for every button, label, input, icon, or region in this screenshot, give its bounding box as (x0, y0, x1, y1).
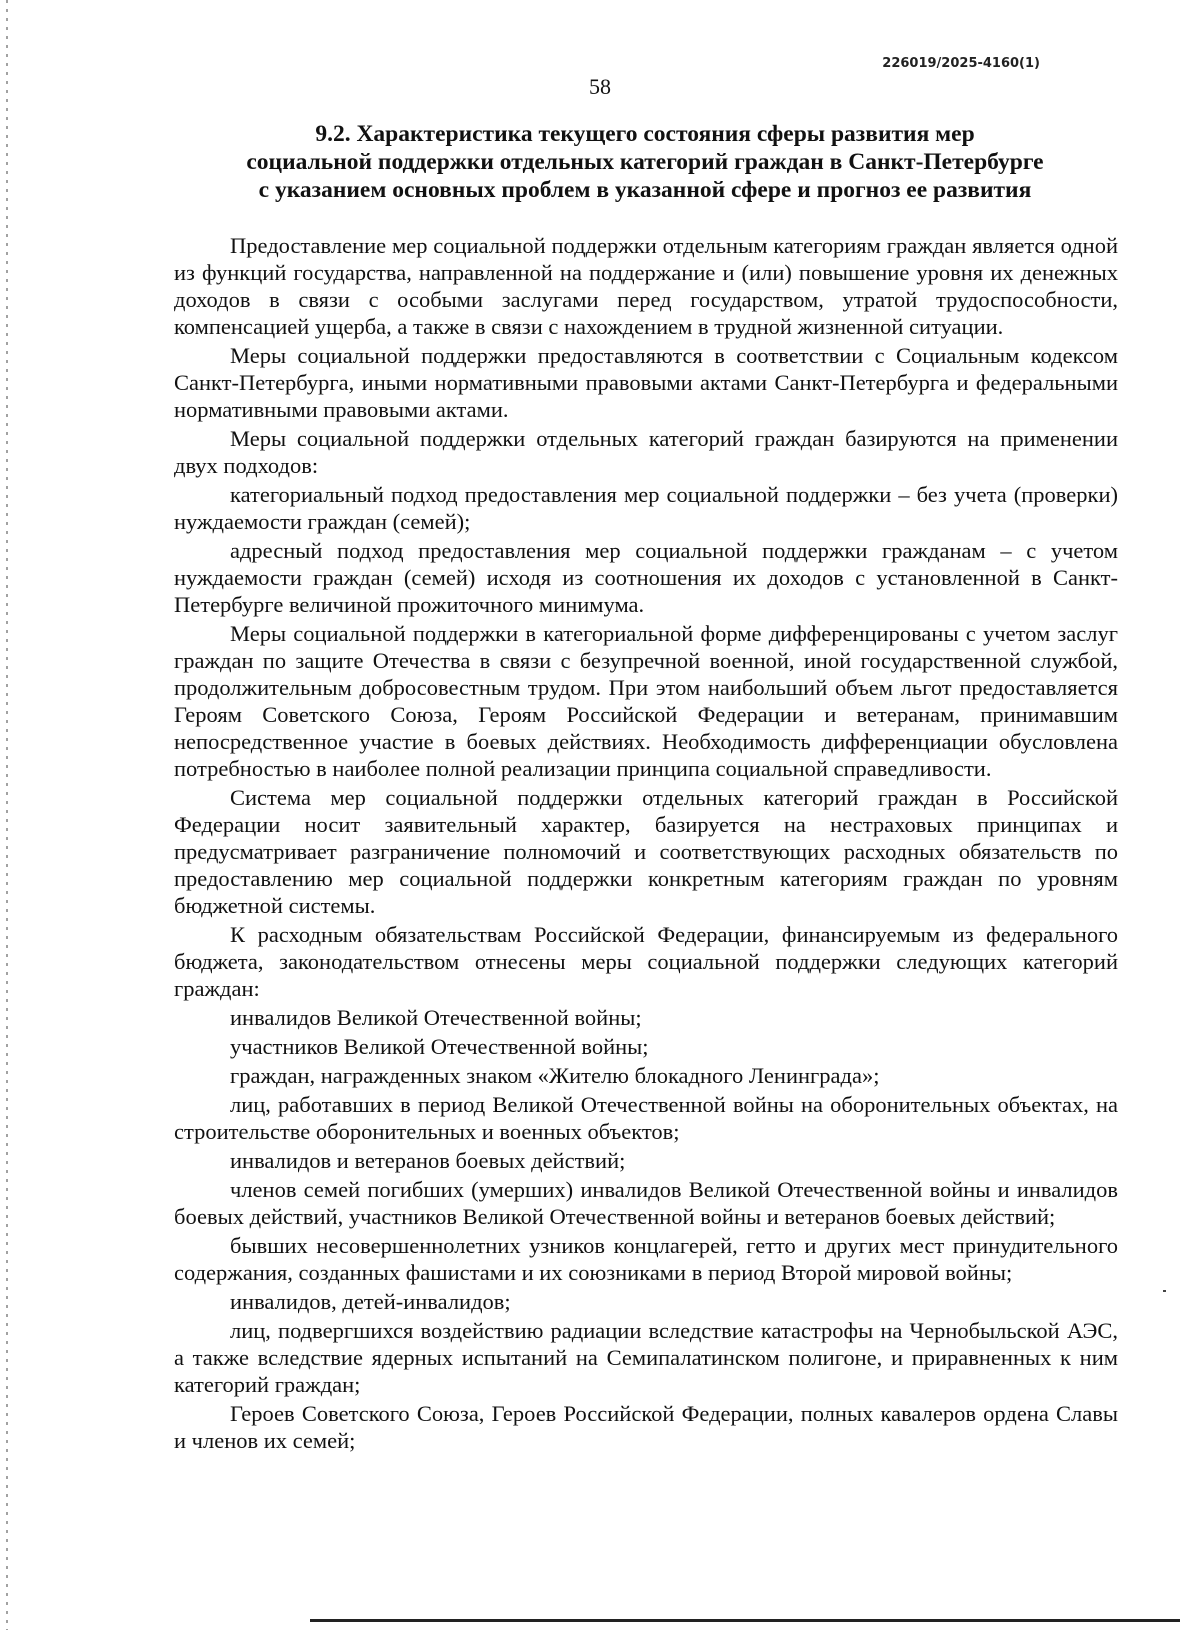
paragraph: К расходным обязательствам Российской Федерации, финансируемым из федерального бюджета, законодательством отнесены меры социальной поддержки следующих категорий граждан: (174, 922, 1118, 1001)
document-registration-code: 226019/2025-4160(1) (882, 56, 1040, 71)
scan-edge-marks (6, 0, 8, 1630)
paragraph: Меры социальной поддержки в категориальной форме дифференцированы с учетом заслуг граждан по защите Отечества в связи с безупречной военной, иной государственной службой, продолжительным добросовестным трудом. При этом наибольший объем льгот предоставляется Героям Советского Союза, Героям Российской Федерации и ветеранам, принимавшим непосредственное участие в боевых действиях. Необходимость дифференциации обусловлена потребностью в наиболее полной реализации принципа социальной справедливости. (174, 621, 1118, 781)
page-number: 58 (589, 74, 611, 99)
paragraph: Система мер социальной поддержки отдельных категорий граждан в Российской Федерации носит заявительный характер, базируется на нестраховых принципах и предусматривает разграничение полномочий и соответствующих расходных обязательств по предоставлению мер социальной поддержки конкретным категориям граждан по уровням бюджетной системы. (174, 785, 1118, 918)
section-heading-line-3: с указанием основных проблем в указанной сфере и прогноз ее развития (258, 177, 1032, 203)
paragraph: адресный подход предоставления мер социальной поддержки гражданам – с учетом нуждаемости граждан (семей) исходя из соотношения их доходов с установленной в Санкт-Петербурге величиной прожиточного минимума. (174, 538, 1118, 617)
list-item: лиц, работавших в период Великой Отечественной войны на оборонительных объектах, на строительстве оборонительных и военных объектов; (174, 1092, 1118, 1144)
list-item: инвалидов Великой Отечественной войны; (230, 1005, 642, 1030)
list-item: инвалидов, детей-инвалидов; (230, 1289, 511, 1314)
list-item: граждан, награжденных знаком «Жителю блокадного Ленинграда»; (230, 1063, 880, 1088)
bottom-rule (310, 1619, 1180, 1622)
paragraph: Предоставление мер социальной поддержки отдельным категориям граждан является одной из функций государства, направленной на поддержание и (или) повышение уровня их денежных доходов в связи с особыми заслугами перед государством, утратой трудоспособности, компенсацией ущерба, а также в связи с нахождением в трудной жизненной ситуации. (174, 233, 1118, 339)
list-item: бывших несовершеннолетних узников концлагерей, гетто и других мест принудительного содержания, созданных фашистами и их союзниками в период Второй мировой войны; (174, 1233, 1118, 1285)
section-heading-line-1: 9.2. Характеристика текущего состояния сферы развития мер (315, 121, 975, 147)
list-item: членов семей погибших (умерших) инвалидов Великой Отечественной войны и инвалидов боевых действий, участников Великой Отечественной войны и ветеранов боевых действий; (174, 1177, 1118, 1229)
paragraph: Меры социальной поддержки отдельных категорий граждан базируются на применении двух подходов: (174, 426, 1118, 478)
list-item: инвалидов и ветеранов боевых действий; (230, 1148, 626, 1173)
scan-speck (1163, 1290, 1166, 1292)
paragraph: Меры социальной поддержки предоставляются в соответствии с Социальным кодексом Санкт-Петербурга, иными нормативными правовыми актами Санкт-Петербурга и федеральными нормативными правовыми актами. (174, 343, 1118, 422)
section-heading (170, 120, 1120, 204)
section-heading-line-2: социальной поддержки отдельных категорий граждан в Санкт-Петербурге (246, 149, 1044, 175)
document-body (174, 232, 1118, 1454)
list-item: лиц, подвергшихся воздействию радиации вследствие катастрофы на Чернобыльской АЭС, а также вследствие ядерных испытаний на Семипалатинском полигоне, и приравненных к ним категорий граждан; (174, 1318, 1118, 1397)
list-item: участников Великой Отечественной войны; (230, 1034, 649, 1059)
paragraph: категориальный подход предоставления мер социальной поддержки – без учета (проверки) нуждаемости граждан (семей); (174, 482, 1118, 534)
list-item: Героев Советского Союза, Героев Российской Федерации, полных кавалеров ордена Славы и членов их семей; (174, 1401, 1118, 1453)
